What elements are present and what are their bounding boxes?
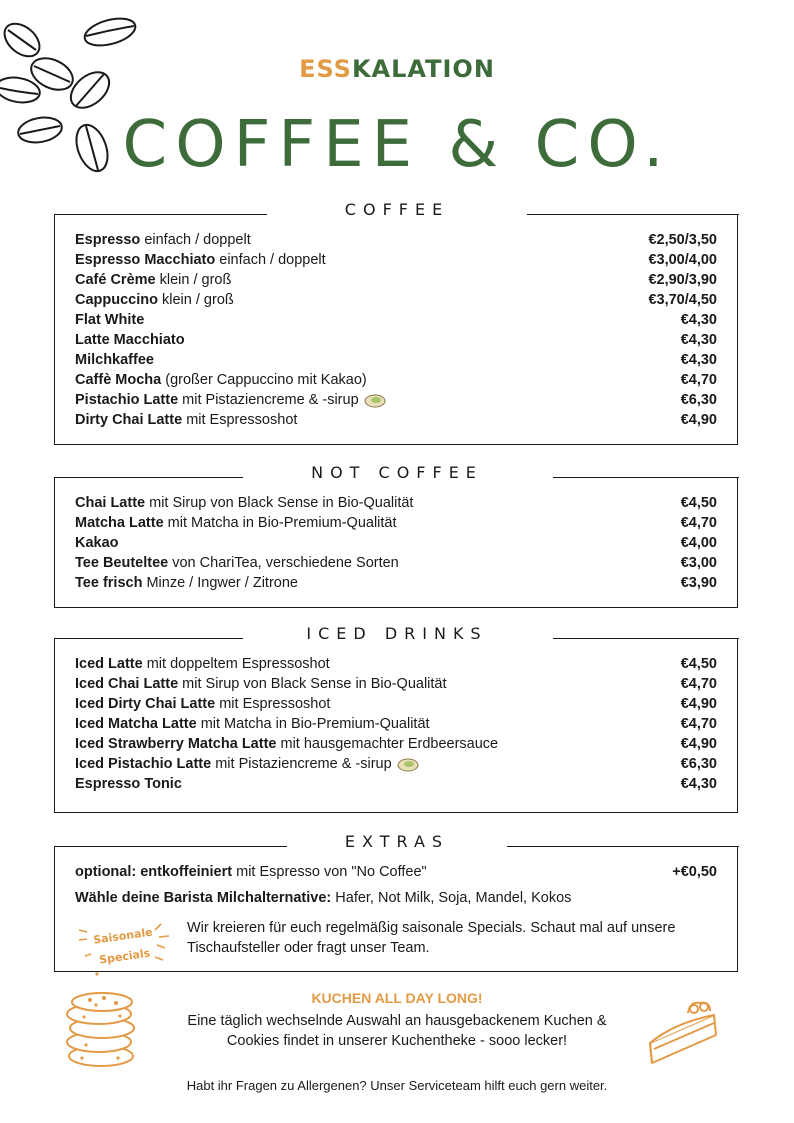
seasonal-specials-badge (75, 916, 175, 976)
menu-list (75, 230, 717, 430)
price: €2,90/3,90 (648, 272, 717, 288)
price: €4,70 (680, 372, 717, 388)
menu-item: Café Crème klein / groß €2,90/3,90 (75, 272, 717, 288)
extras-list (75, 862, 717, 908)
section-iced-drinks (54, 624, 738, 813)
decaf-option: optional: entkoffeiniert mit Espresso von "No Coffee" +€0,50 (75, 864, 717, 880)
price: €6,30 (680, 756, 717, 772)
cake-slice-icon (644, 993, 724, 1067)
menu-item: Espresso Macchiato einfach / doppelt €3,00/4,00 (75, 252, 717, 268)
price: €4,00 (680, 535, 717, 551)
seasonal-badge-line2: Specials (98, 946, 152, 967)
menu-item: Pistachio Latte mit Pistaziencreme & -sirup €6,30 (75, 391, 717, 408)
menu-item: Iced Strawberry Matcha Latte mit hausgemachter Erdbeersauce €4,90 (75, 736, 717, 752)
brand-logo (0, 55, 794, 83)
menu-item: Flat White €4,30 (75, 312, 717, 328)
price: €4,30 (680, 352, 717, 368)
brand-part2: KALATION (351, 55, 495, 83)
menu-list (75, 654, 717, 794)
menu-item: Espresso Tonic €4,30 (75, 776, 717, 792)
price: €4,90 (680, 696, 717, 712)
menu-list (75, 493, 717, 593)
brand-part1: ESS (299, 55, 352, 83)
price: +€0,50 (672, 864, 717, 880)
price: €3,00/4,00 (648, 252, 717, 268)
section-heading: ICED DRINKS (306, 624, 488, 643)
price: €4,50 (680, 495, 717, 511)
price: €4,70 (680, 515, 717, 531)
menu-item: Chai Latte mit Sirup von Black Sense in Bio-Qualität €4,50 (75, 495, 717, 511)
milk-alternatives: Wähle deine Barista Milchalternative: Hafer, Not Milk, Soja, Mandel, Kokos (75, 890, 572, 906)
price: €4,30 (680, 776, 717, 792)
menu-item: Iced Matcha Latte mit Matcha in Bio-Premium-Qualität €4,70 (75, 716, 717, 732)
menu-item: Dirty Chai Latte mit Espressoshot €4,90 (75, 412, 717, 428)
menu-item: Matcha Latte mit Matcha in Bio-Premium-Qualität €4,70 (75, 515, 717, 531)
menu-item: Latte Macchiato €4,30 (75, 332, 717, 348)
section-extras (54, 832, 738, 972)
menu-item: Iced Chai Latte mit Sirup von Black Sense in Bio-Qualität €4,70 (75, 676, 717, 692)
price: €6,30 (680, 392, 717, 408)
menu-item: Iced Dirty Chai Latte mit Espressoshot €4,90 (75, 696, 717, 712)
kuchen-title: KUCHEN ALL DAY LONG! (311, 990, 483, 1006)
section-not-coffee (54, 463, 738, 608)
price: €4,70 (680, 676, 717, 692)
price: €3,00 (680, 555, 717, 571)
menu-item: Espresso einfach / doppelt €2,50/3,50 (75, 232, 717, 248)
price: €3,90 (680, 575, 717, 591)
allergen-footer: Habt ihr Fragen zu Allergenen? Unser Serviceteam hilft euch gern weiter. (186, 1078, 608, 1093)
pistachio-icon (363, 391, 387, 409)
menu-item: Milchkaffee €4,30 (75, 352, 717, 368)
section-heading: COFFEE (344, 200, 450, 219)
kuchen-text: Eine täglich wechselnde Auswahl an hausgebackenem Kuchen & Cookies findet in unserer Kuchentheke - sooo lecker! (187, 1013, 607, 1049)
price: €4,90 (680, 736, 717, 752)
seasonal-badge-line1: Saisonale (92, 925, 154, 947)
section-heading: EXTRAS (344, 832, 450, 851)
price: €2,50/3,50 (648, 232, 717, 248)
section-coffee (54, 200, 738, 445)
menu-item: Cappuccino klein / groß €3,70/4,50 (75, 292, 717, 308)
price: €4,50 (680, 656, 717, 672)
menu-item: Tee frisch Minze / Ingwer / Zitrone €3,90 (75, 575, 717, 591)
menu-item: Caffè Mocha (großer Cappuccino mit Kakao) €4,70 (75, 372, 717, 388)
menu-item: Kakao €4,00 (75, 535, 717, 551)
menu-item: Tee Beuteltee von ChariTea, verschiedene Sorten €3,00 (75, 555, 717, 571)
price: €4,30 (680, 332, 717, 348)
price: €4,70 (680, 716, 717, 732)
seasonal-text: Wir kreieren für euch regelmäßig saisonale Specials. Schaut mal auf unsere Tischaufsteller oder fragt unser Team. (187, 920, 676, 956)
price: €4,30 (680, 312, 717, 328)
price: €4,90 (680, 412, 717, 428)
menu-item: Iced Latte mit doppeltem Espressoshot €4,50 (75, 656, 717, 672)
price: €3,70/4,50 (648, 292, 717, 308)
section-heading: NOT COFFEE (311, 463, 483, 482)
pistachio-icon (396, 755, 420, 773)
menu-item: Iced Pistachio Latte mit Pistaziencreme & -sirup €6,30 (75, 755, 717, 772)
page-title: COFFEE & CO. (122, 108, 672, 182)
